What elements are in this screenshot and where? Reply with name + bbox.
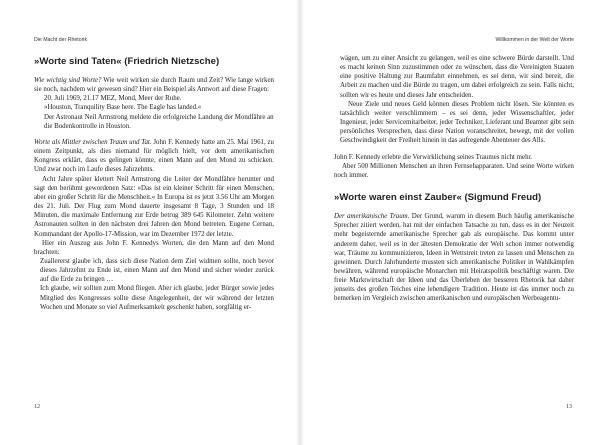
kennedy-quote-part-2: Ich glaube, wir sollten zum Mond fliegen. Aber ich glaube, jeder Bürger sowie jedes Mitglied des Kongresses sollte diese Angelegenheit, der wir während der letzten Wochen und Monate so viel Aufmerksamkeit geschenkt haben, sorgfältig er- — [40, 285, 274, 311]
intro-text: Wie weit wirken sie durch Raum und Zeit? Wie lange wirken sie noch, nachdem wir gewesen sind? Hier ein Beispiel als Antwort auf diese Fragen: — [34, 77, 274, 94]
right-text-column — [334, 54, 574, 304]
intro-paragraph — [34, 76, 274, 94]
page-number-left: 12 — [34, 404, 40, 410]
running-head-left: Die Macht der Rhetorik — [34, 37, 88, 43]
kennedy-quote-block — [34, 257, 274, 312]
american-dream-text: Der Grund, warum in diesem Buch häufig amerikanische Sprecher zitiert werden, hat mit der einfachen Tatsache zu tun, dass es in der Neuzeit mehr begeisternde amerikanische Sprecher gab als europäische. Das kommt unter anderem daher, weil es in der ältesten Demokratie der Welt schon immer notwendig war, Träume zu kommunizieren, Ideen in Wettstreit treten zu lassen und Menschen zu gewinnen. Durch Jahrhunderte mussten sich amerikanische Politiker in Wahlkämpfen bewähren, während europäische Monarchen mit Heiratspolitik beschäftigt waren. Die freie Marktwirtschaft der Ideen und das Überleben der besseren Rhetorik hat daher jenseits des großen Teiches eine lebendigere Tradition. Heute ist das immer noch zu bemerken im Vergleich zwischen amerikanischen und europäischen Werbeagentu- — [334, 213, 574, 303]
intro-lead: Wie wichtig sind Worte? — [34, 77, 102, 84]
kennedy-paragraph — [34, 138, 274, 175]
kennedy-quote-continuation — [334, 54, 574, 146]
kennedy-quote-part-1: Zuallererst glaube ich, dass sich diese Nation dem Ziel widmen sollte, noch bevor dieses Jahrzehnt zu Ende ist, einen Mann auf den Mond und sicher wieder zurück auf die Erde zu bringen … — [40, 257, 274, 284]
right-page — [300, 0, 600, 445]
section-heading-freud: »Worte waren einst Zauber« (Sigmund Freud) — [334, 192, 542, 204]
section-heading-nietzsche: »Worte sind Taten« (Friedrich Nietzsche) — [34, 56, 220, 67]
moon-line-report: Der Astronaut Neil Armstrong meldete die erfolgreiche Landung der Mondfähre an die Bodenkontrolle in Houston. — [44, 113, 274, 130]
american-dream-lead: Der amerikanische Traum. — [334, 213, 410, 221]
excerpt-intro-paragraph: Hier ein Auszug aus John F. Kennedys Worten, die den Mann auf den Mond brachten: — [34, 239, 274, 256]
tv-audience-paragraph: Aber 500 Millionen Menschen an ihren Fernsehapparaten. Und seine Worte wirken noch immer. — [334, 162, 574, 179]
moon-line-date: 20. Juli 1969, 21.17 MEZ, Mond, Meer der Ruhe. — [44, 95, 182, 103]
page-number-right: 13 — [566, 404, 572, 410]
kennedy-quote-part-4: Neue Ziele und neues Geld können dieses Problem nicht lösen. Sie könnten es tatsächlich weiter verschlimmern – es sei denn, jeder Wissenschaftler, jeder Ingenieur, jeder Servicemitarbeiter, jeder Techniker, Lieferant und Beamter gibt sein persönliches Versprechen, dass diese Nation voranschreitet, bewegt, mit der vollen Geschwindigkeit der Freiheit hinein in das aufregende Abenteuer des Alls. — [340, 100, 574, 145]
moon-line-quote: »Houston, Tranquility Base here. The Eagle has landed.« — [44, 104, 202, 112]
kennedy-lead: Worte als Mittler zwischen Traum und Tat. — [34, 138, 152, 146]
kennedy-quote-part-3: wägen, um zu einer Ansicht zu gelangen, weil es eine schwere Bürde darstellt. Und es macht keinen Sinn zuzustimmen oder zu wünschen, dass die Vereinigten Staaten eine positive Haltung zur Raumfahrt einnehmen, es sei denn, wir sind bereit, die Arbeit zu machen und die Bürde zu tragen, um dabei erfolgreich zu sein. Falls nicht, sollten wir es heute und dieses Jahr entscheiden. — [340, 55, 574, 99]
kennedy-dream-paragraph: John F. Kennedy erlebte die Verwirklichung seines Traumes nicht mehr. — [334, 153, 533, 161]
running-head-right: Willkommen in der Welt der Worte — [495, 37, 574, 43]
left-text-column — [34, 56, 274, 312]
moon-landing-block — [34, 94, 274, 131]
american-dream-paragraph — [334, 212, 574, 304]
armstrong-paragraph: Acht Jahre später klettert Neil Armstrong die Leiter der Mondfähre herunter und sagt den berühmt gewordenen Satz: »Das ist ein kleiner Schritt für einen Menschen, aber ein großer Schritt für die Menschheit.« In Europa ist es jetzt 3.56 Uhr am Morgen des 21. Juli. Der Flug zum Mond dauerte insgesamt 8 Tage, 3 Stunden und 18 Minuten, die maximale Entfernung zur Erde betrug 389 645 Kilometer. Zehn weitere Astronauten sollten in den nächsten drei Jahren den Mond betreten. Eugene Cernan, Kommandant der Apollo-17-Mission, war im Dezember 1972 der letzte. — [34, 175, 274, 238]
kennedy-text: John F. Kennedy hatte am 25. Mai 1961, zu einem Zeitpunkt, als dies niemand für möglich hielt, vor dem amerikanischen Kongress erklärt, dass es gelingen könnte, einen Mann auf den Mond zu schicken. Und zwar noch im Laufe dieses Jahrzehnts. — [34, 138, 274, 174]
